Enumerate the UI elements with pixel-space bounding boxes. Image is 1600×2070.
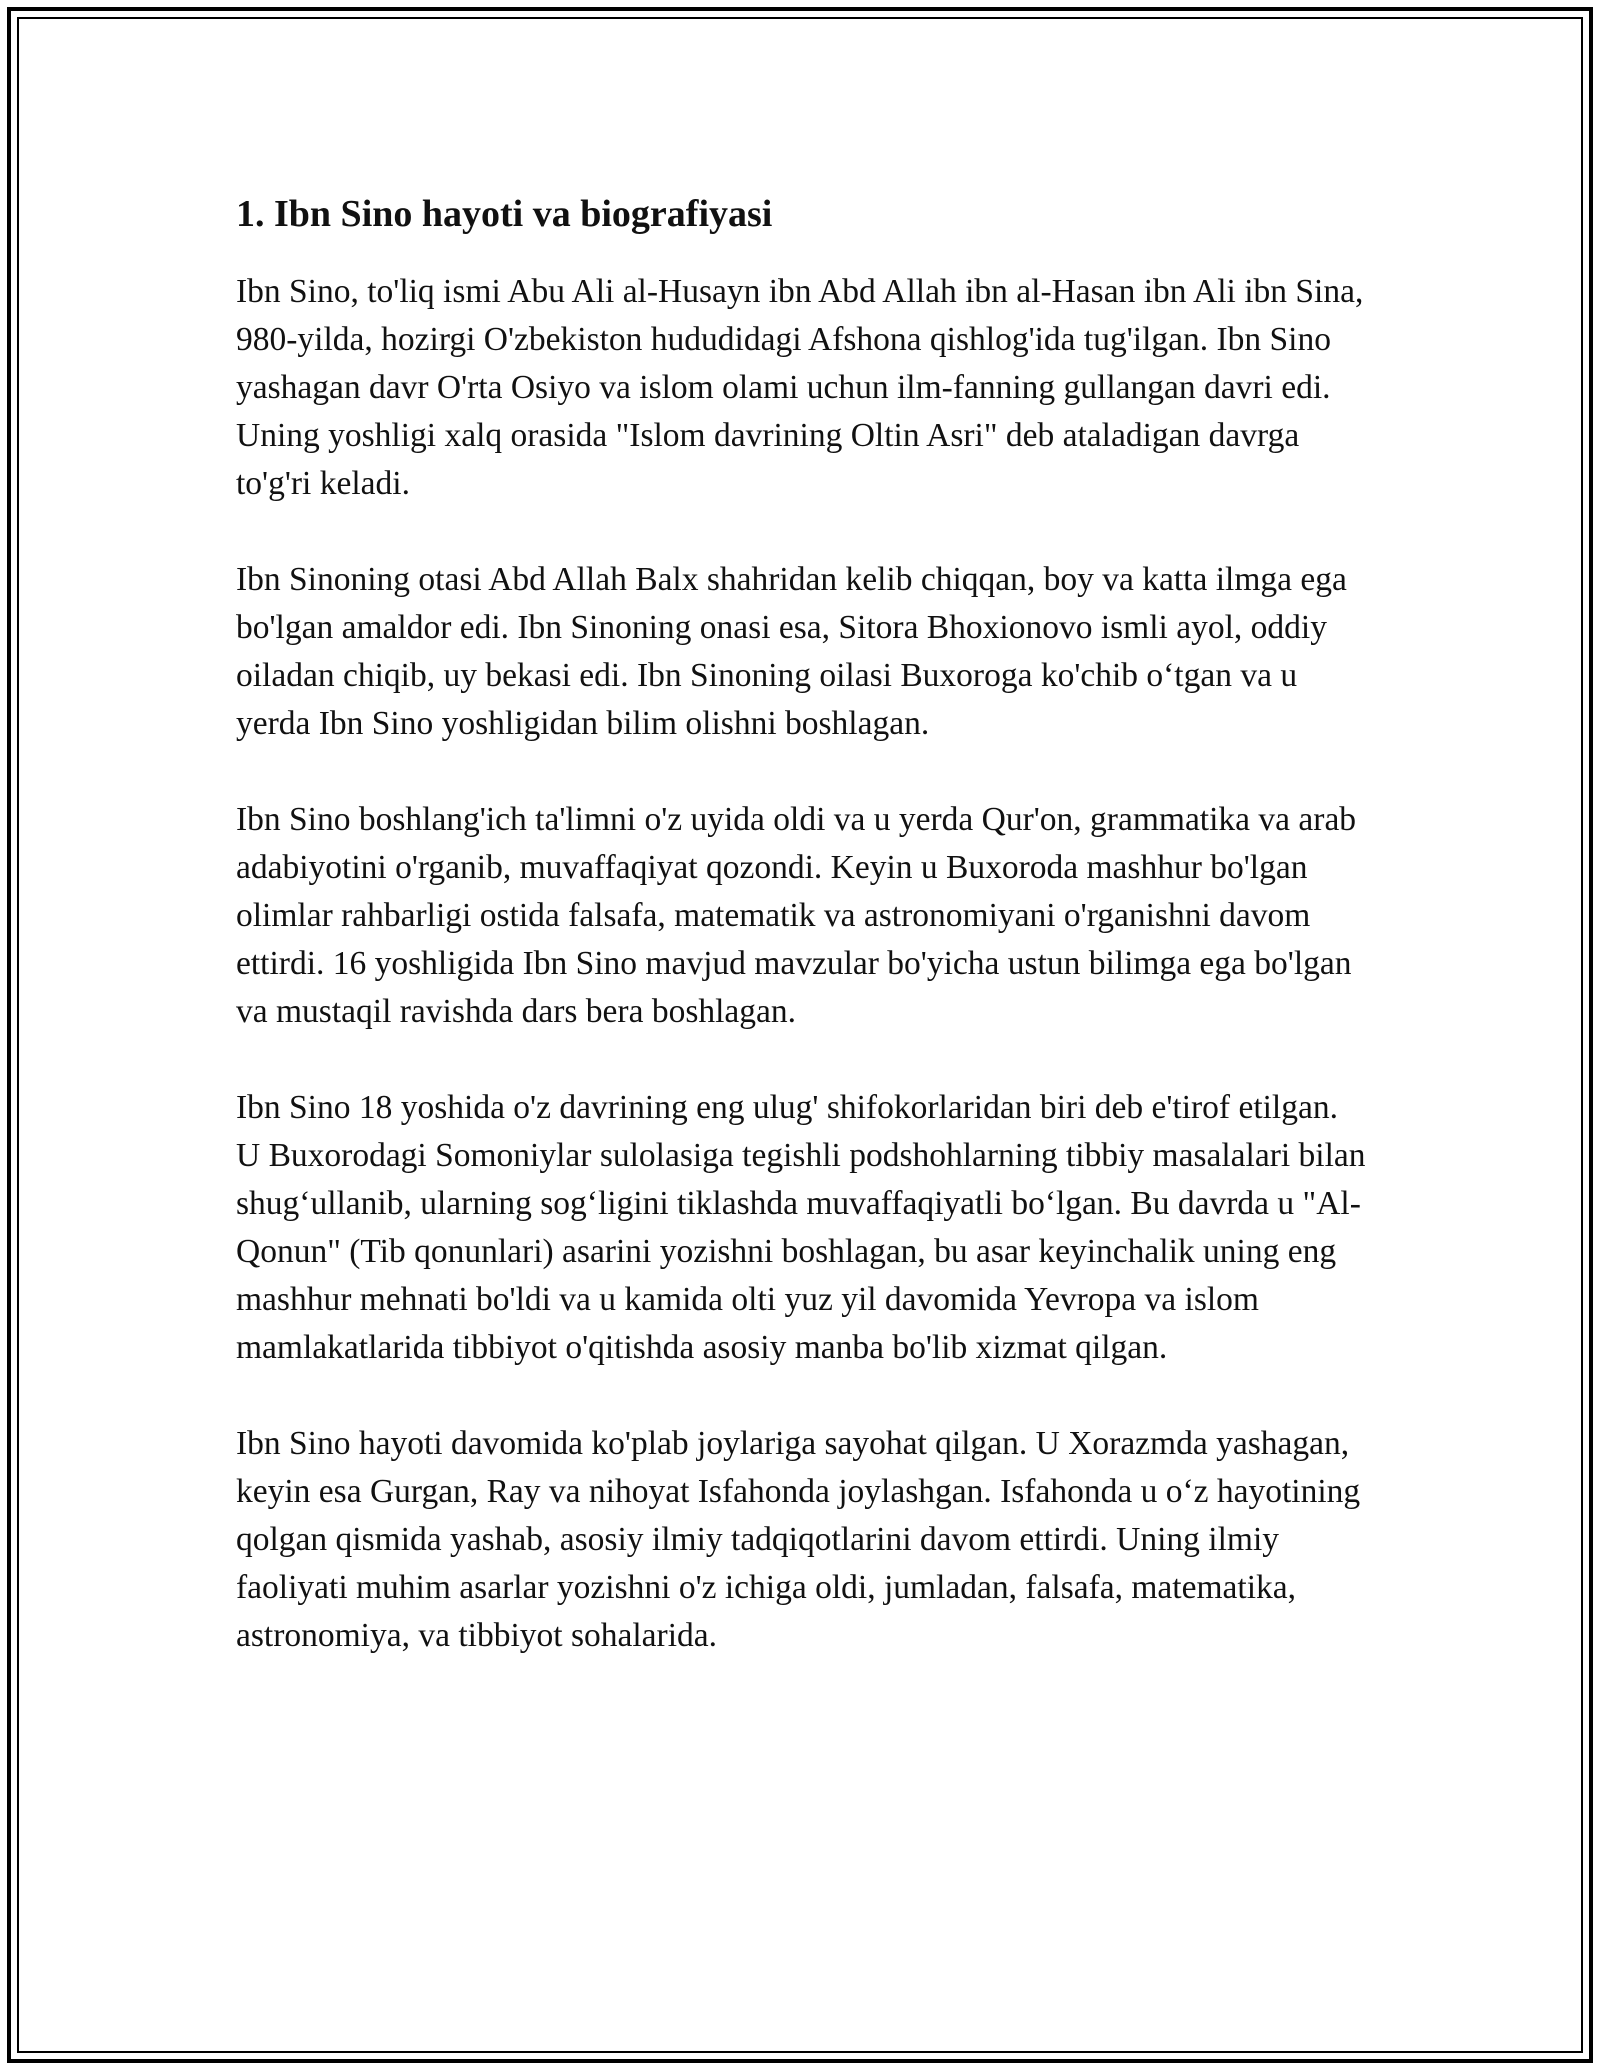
paragraph-medicine: Ibn Sino 18 yoshida o'z davrining eng ulug' shifokorlaridan biri deb e'tirof etilgan. U Buxorodagi Somoniylar sulolasiga tegishli podshohlarning tibbiy masalalari bilan shug‘ullanib, ularning sog‘ligini tiklashda muvaffaqiyatli bo‘lgan. Bu davrda u "Al-Qonun" (Tib qonunlari) asarini yozishni boshlagan, bu asar keyinchalik uning eng mashhur mehnati bo'ldi va u kamida olti yuz yil davomida Yevropa va islom mamlakatlarida tibbiyot o'qitishda asosiy manba bo'lib xizmat qilgan.	[236, 1089, 1366, 1366]
paragraph-birth: Ibn Sino, to'liq ismi Abu Ali al-Husayn ibn Abd Allah ibn al-Hasan ibn Ali ibn Sina, 980-yilda, hozirgi O'zbekiston hududidagi Afshona qishlog'ida tug'ilgan. Ibn Sino yashagan davr O'rta Osiyo va islom olami uchun ilm-fanning gullangan davri edi. Uning yoshligi xalq orasida "Islom davrining Oltin Asri" deb ataladigan davrga to'g'ri keladi.	[236, 273, 1364, 502]
paragraph-travels: Ibn Sino hayoti davomida ko'plab joylariga sayohat qilgan. U Xorazmda yashagan, keyin esa Gurgan, Ray va nihoyat Isfahonda joylashgan. Isfahonda u o‘z hayotining qolgan qismida yashab, asosiy ilmiy tadqiqotlarini davom ettirdi. Uning ilmiy faoliyati muhim asarlar yozishni o'z ichiga oldi, jumladan, falsafa, matematika, astronomiya, va tibbiyot sohalarida.	[236, 1425, 1361, 1654]
paragraph-family: Ibn Sinoning otasi Abd Allah Balx shahridan kelib chiqqan, boy va katta ilmga ega bo'lgan amaldor edi. Ibn Sinoning onasi esa, Sitora Bhoxionovo ismli ayol, oddiy oiladan chiqib, uy bekasi edi. Ibn Sinoning oilasi Buxoroga ko'chib o‘tgan va u yerda Ibn Sino yoshligidan bilim olishni boshlagan.	[236, 561, 1347, 742]
section-heading: 1. Ibn Sino hayoti va biografiyasi	[236, 193, 773, 235]
document-body	[236, 190, 1366, 1660]
paragraph-education: Ibn Sino boshlang'ich ta'limni o'z uyida oldi va u yerda Qur'on, grammatika va arab adabiyotini o'rganib, muvaffaqiyat qozondi. Keyin u Buxoroda mashhur bo'lgan olimlar rahbarligi ostida falsafa, matematik va astronomiyani o'rganishni davom ettirdi. 16 yoshligida Ibn Sino mavjud mavzular bo'yicha ustun bilimga ega bo'lgan va mustaqil ravishda dars bera boshlagan.	[236, 801, 1357, 1030]
